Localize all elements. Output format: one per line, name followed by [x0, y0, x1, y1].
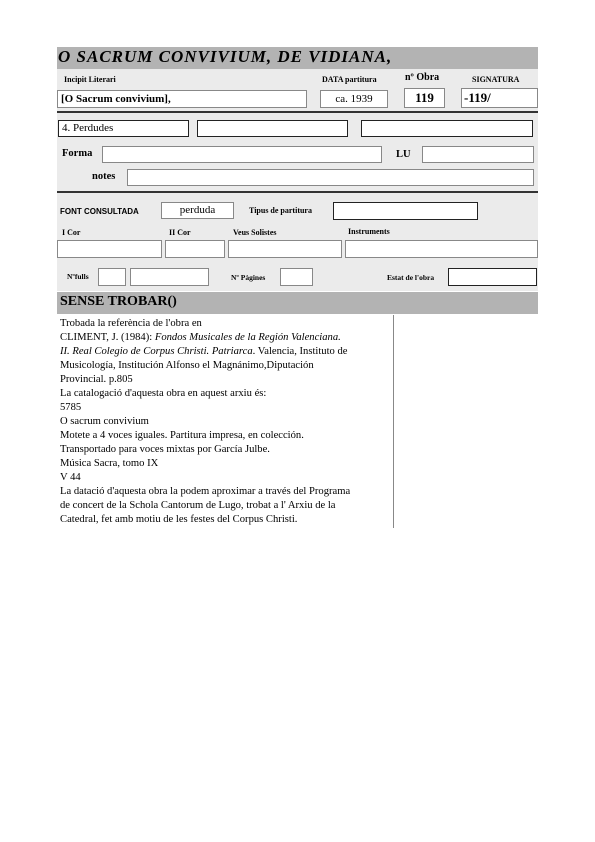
- estat-label: Estat de l'obra: [387, 273, 435, 282]
- body-line: Transportado para voces mixtas por García Julbe.: [60, 444, 270, 455]
- category-field[interactable]: 4. Perdudes: [58, 120, 189, 137]
- section-title: SENSE TROBAR(): [60, 294, 177, 309]
- citation-author: CLIMENT, J. (1984):: [60, 332, 155, 343]
- body-line: V 44: [60, 472, 81, 483]
- signatura-label: SIGNATURA: [472, 75, 520, 84]
- body-line: Música Sacra, tomo IX: [60, 458, 159, 469]
- forma-label: Forma: [62, 148, 93, 159]
- instruments-field[interactable]: [345, 240, 538, 258]
- notes-label: notes: [92, 171, 116, 182]
- tipus-label: Tipus de partitura: [249, 206, 312, 215]
- body-line: Musicología, Institución Alfonso el Magnánimo,Diputación: [60, 360, 314, 371]
- incipit-field[interactable]: [O Sacrum convivium],: [57, 90, 307, 108]
- nfulls-field[interactable]: [98, 268, 126, 286]
- data-field[interactable]: ca. 1939: [320, 90, 388, 108]
- npagines-label: Nº Pàgines: [231, 273, 266, 282]
- category-field-2[interactable]: [197, 120, 348, 137]
- incipit-label: Incipit Literari: [64, 75, 116, 84]
- font-label: FONT CONSULTADA: [60, 207, 139, 216]
- citation-subtitle: II. Real Colegio de Corpus Christi. Patriarca: [60, 346, 253, 357]
- tipus-field[interactable]: [333, 202, 478, 220]
- body-text: [60, 317, 390, 527]
- page-title: O SACRUM CONVIVIUM, DE VIDIANA,: [58, 47, 393, 66]
- data-label: DATA partitura: [322, 75, 377, 84]
- forma-field[interactable]: [102, 146, 382, 163]
- i-cor-field[interactable]: [57, 240, 162, 258]
- i-cor-label: I Cor: [62, 228, 81, 237]
- body-line: La datació d'aquesta obra la podem aproximar a través del Programa: [60, 486, 351, 497]
- body-line: O sacrum convivium: [60, 416, 149, 427]
- signatura-field[interactable]: -119/: [461, 88, 538, 108]
- body-line: Motete a 4 voces iguales. Partitura impresa, en colección.: [60, 430, 304, 441]
- num-obra-field[interactable]: 119: [404, 88, 445, 108]
- body-line: de concert de la Schola Cantorum de Lugo, trobat a l' Arxiu de la: [60, 500, 336, 511]
- body-line: [60, 331, 390, 345]
- body-line: La catalogació d'aquesta obra en aquest arxiu és:: [60, 388, 267, 399]
- citation-title: Fondos Musicales de la Región Valenciana.: [154, 332, 341, 343]
- font-field[interactable]: perduda: [161, 202, 234, 219]
- body-line: Provincial. p.805: [60, 374, 133, 385]
- citation-place: . Valencia, Instituto de: [252, 346, 348, 357]
- body-line: [60, 345, 390, 359]
- nfulls-label: Nºfulls: [67, 272, 89, 281]
- ii-cor-label: II Cor: [169, 228, 191, 237]
- nfulls-field-2[interactable]: [130, 268, 209, 286]
- npagines-field[interactable]: [280, 268, 313, 286]
- ii-cor-field[interactable]: [165, 240, 225, 258]
- lu-label: LU: [396, 149, 411, 160]
- category-field-3[interactable]: [361, 120, 533, 137]
- lu-field[interactable]: [422, 146, 534, 163]
- estat-field[interactable]: [448, 268, 537, 286]
- body-line: Trobada la referència de l'obra en: [60, 318, 202, 329]
- body-line: 5785: [60, 402, 82, 413]
- body-line: Catedral, fet amb motiu de les festes del Corpus Christi.: [60, 514, 298, 525]
- instruments-label: Instruments: [348, 227, 390, 236]
- notes-field[interactable]: [127, 169, 534, 186]
- body-divider: [393, 315, 394, 528]
- num-obra-label: nº Obra: [405, 72, 440, 83]
- veus-field[interactable]: [228, 240, 342, 258]
- veus-label: Veus Solistes: [233, 228, 277, 237]
